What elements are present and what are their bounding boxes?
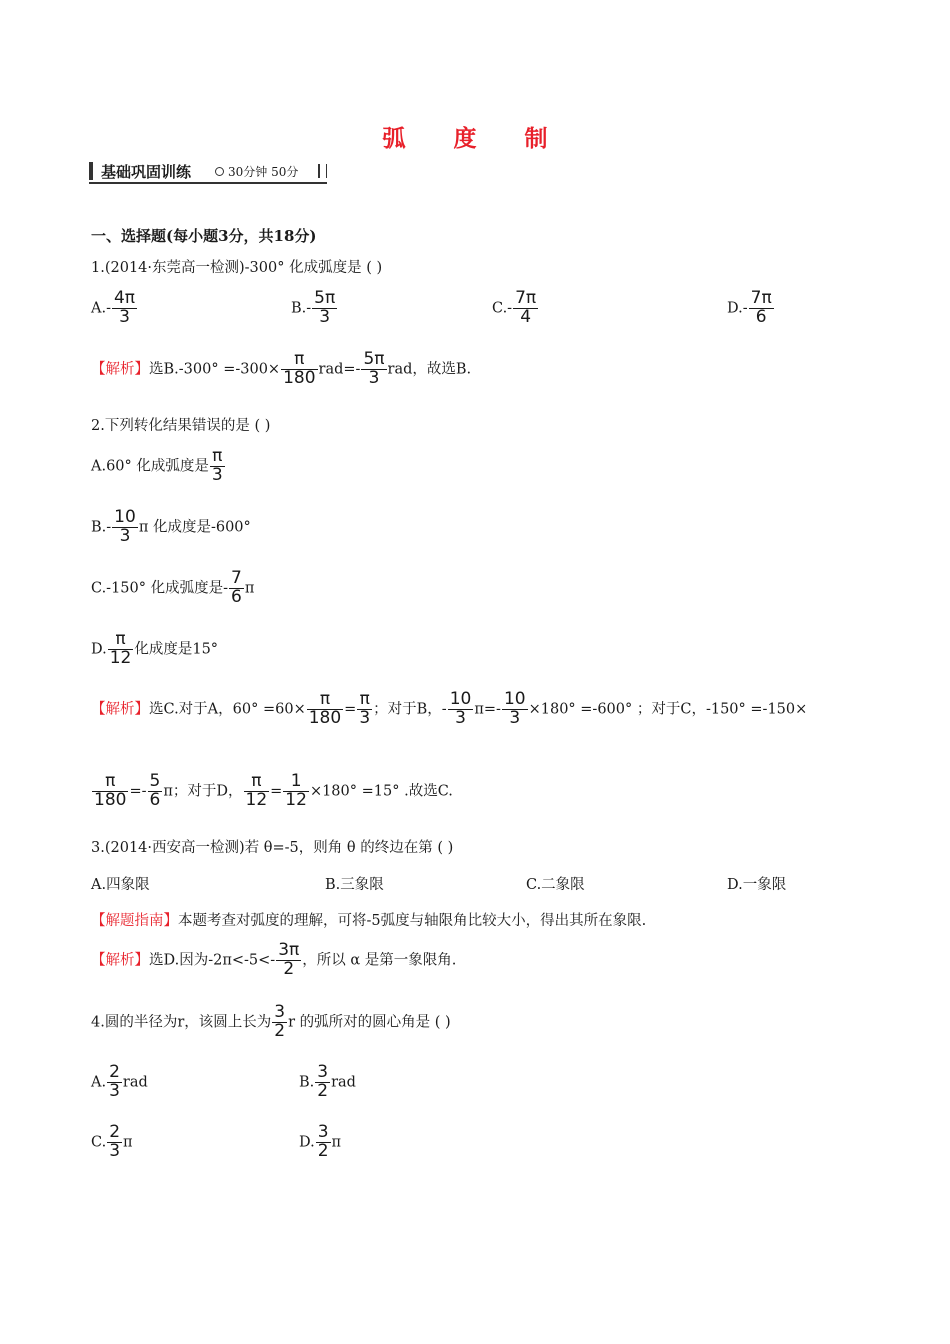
numerator: 5 [149, 771, 161, 791]
fraction [107, 1124, 122, 1161]
q3-option-b: B.三象限 [325, 877, 384, 893]
fraction [281, 351, 317, 388]
fraction [448, 691, 474, 728]
denominator: 2 [317, 1080, 329, 1101]
guide-tag: 【解题指南】 [91, 913, 178, 929]
solution-text: π；对于D， [163, 783, 243, 800]
solution-tag: 【解析】 [91, 361, 149, 378]
solution-text: 选D.因为-2π<-5<- [149, 952, 276, 969]
option-suffix: π 化成度是-600° [138, 519, 251, 536]
numerator: 7π [750, 288, 772, 308]
q1-option-c [492, 290, 539, 327]
denominator: 12 [245, 789, 268, 810]
guide-text: 本题考查对弧度的理解，可将-5弧度与轴限角比较大小，得出其所在象限. [178, 913, 647, 929]
numerator: 5π [363, 349, 385, 369]
option-prefix: C.-150° 化成弧度是- [91, 580, 229, 597]
numerator: 2 [109, 1122, 121, 1142]
fraction [92, 773, 128, 810]
fraction [112, 290, 137, 327]
fraction [315, 1064, 330, 1101]
denominator: 12 [109, 647, 132, 668]
numerator: 3 [274, 1002, 286, 1022]
q2-option-b [91, 509, 251, 546]
fraction [276, 942, 301, 979]
q1-option-b [291, 290, 338, 327]
q4-option-c [91, 1124, 133, 1161]
numerator: 10 [114, 507, 136, 527]
numerator: π [251, 771, 262, 791]
fraction [108, 631, 134, 668]
denominator: 3 [359, 707, 371, 728]
q4-option-a [91, 1064, 148, 1101]
denominator: 3 [109, 1140, 121, 1161]
option-prefix: B.- [91, 519, 112, 536]
numerator: π [105, 771, 116, 791]
q2-option-c [91, 570, 254, 607]
solution-text: 选C.对于A，60° =60× [149, 701, 306, 718]
numerator: 5π [314, 288, 336, 308]
solution-text: ×180° =-600° ；对于C，-150° =-150× [528, 701, 808, 718]
fraction [210, 448, 225, 485]
fraction [316, 1124, 331, 1161]
numerator: 3 [317, 1122, 329, 1142]
banner-end-mark [318, 164, 327, 178]
numerator: 1 [290, 771, 302, 791]
fraction [513, 290, 538, 327]
fraction [244, 773, 270, 810]
numerator: 3 [317, 1062, 329, 1082]
denominator: 3 [502, 709, 528, 728]
numerator: 7 [231, 568, 242, 588]
option-prefix: C.- [492, 300, 513, 317]
fraction [112, 509, 138, 546]
option-suffix: rad [122, 1074, 148, 1091]
banner-label: 基础巩固训练 [101, 163, 192, 181]
denominator: 2 [274, 1020, 286, 1041]
option-prefix: D. [299, 1134, 315, 1151]
fraction [283, 773, 309, 810]
numerator: 10 [503, 689, 526, 709]
q3-option-a: A.四象限 [91, 877, 150, 893]
q1-solution [91, 351, 471, 388]
denominator: 180 [94, 789, 127, 810]
solution-text: π=- [474, 701, 501, 718]
numerator: 2 [109, 1062, 120, 1082]
q4-option-d [299, 1124, 341, 1161]
q2-solution-line1 [91, 691, 807, 728]
solution-tag: 【解析】 [91, 952, 149, 969]
stem-text: 4.圆的半径为r，该圆上长为 [91, 1014, 272, 1031]
option-suffix: 化成度是15° [134, 641, 219, 658]
fraction [357, 691, 372, 728]
solution-text: 选B.-300° =-300× [149, 361, 281, 378]
option-prefix: A.- [91, 300, 111, 317]
fraction [361, 351, 386, 388]
denominator: 6 [749, 308, 774, 327]
page-title: 弧 度 制 [382, 125, 568, 152]
denominator: 180 [283, 367, 316, 388]
section-heading: 一、选择题(每小题3分，共18分) [91, 227, 317, 245]
banner-rule [89, 182, 327, 184]
q2-stem: 2.下列转化结果错误的是 ( ) [91, 418, 271, 434]
solution-text: rad，故选B. [387, 361, 472, 378]
solution-text: ，所以 α 是第一象限角. [302, 952, 457, 969]
solution-text: = [344, 701, 357, 718]
solution-text: =- [129, 783, 147, 800]
denominator: 6 [149, 789, 161, 810]
q3-option-d: D.一象限 [727, 877, 787, 893]
option-prefix: B.- [291, 300, 312, 317]
q3-guide [91, 909, 646, 930]
option-suffix: π [331, 1134, 342, 1151]
q4-option-b [299, 1064, 356, 1101]
q3-stem: 3.(2014·西安高一检测)若 θ=-5，则角 θ 的终边在第 ( ) [91, 840, 454, 856]
q1-stem: 1.(2014·东莞高一检测)-300° 化成弧度是 ( ) [91, 260, 383, 276]
numerator: 4π [113, 288, 136, 308]
fraction [148, 773, 163, 810]
option-suffix: rad [331, 1074, 356, 1091]
numerator: π [115, 629, 126, 649]
denominator: 2 [276, 960, 301, 979]
option-prefix: A.60° 化成弧度是 [91, 458, 209, 475]
denominator: 2 [317, 1140, 329, 1161]
fraction [749, 290, 774, 327]
q2-option-d [91, 631, 218, 668]
solution-text: ×180° =15° .故选C. [309, 783, 453, 800]
fraction [272, 1004, 287, 1041]
q1-option-d [727, 290, 775, 327]
option-prefix: D. [91, 641, 107, 658]
numerator: π [294, 349, 305, 369]
solution-text: rad=- [318, 361, 361, 378]
fraction [229, 570, 244, 607]
fraction [107, 1064, 122, 1101]
option-prefix: C. [91, 1134, 107, 1151]
option-prefix: B. [299, 1074, 315, 1091]
denominator: 4 [513, 308, 538, 327]
fraction [502, 691, 528, 728]
denominator: 3 [448, 709, 474, 728]
section-banner [89, 162, 327, 182]
numerator: π [359, 689, 370, 709]
clock-icon [215, 167, 224, 176]
denominator: 3 [112, 308, 137, 327]
denominator: 3 [211, 464, 223, 485]
fraction [312, 290, 337, 327]
denominator: 3 [312, 308, 337, 327]
option-suffix: π [123, 1134, 133, 1151]
denominator: 3 [361, 369, 386, 388]
q2-option-a [91, 448, 226, 485]
solution-tag: 【解析】 [91, 701, 149, 718]
fraction [307, 691, 343, 728]
stem-text: r 的弧所对的圆心角是 ( ) [288, 1014, 451, 1031]
denominator: 180 [308, 707, 342, 728]
numerator: 3π [278, 940, 300, 960]
numerator: π [212, 446, 223, 466]
option-prefix: A. [91, 1074, 107, 1091]
numerator: π [319, 689, 331, 709]
q2-solution-line2 [91, 773, 453, 810]
numerator: 10 [449, 689, 472, 709]
banner-time: 30分钟 50分 [228, 165, 299, 179]
q3-solution [91, 942, 456, 979]
solution-text: ；对于B，- [373, 701, 447, 718]
q1-option-a [91, 290, 138, 327]
denominator: 3 [109, 1080, 120, 1101]
solution-text: = [270, 783, 283, 800]
option-prefix: D.- [727, 300, 748, 317]
q4-stem [91, 1004, 451, 1041]
denominator: 12 [285, 789, 307, 810]
denominator: 6 [231, 586, 242, 607]
q3-option-c: C.二象限 [526, 877, 585, 893]
denominator: 3 [112, 527, 138, 546]
banner-bar [89, 162, 93, 180]
option-suffix: π [244, 580, 255, 597]
numerator: 7π [515, 288, 537, 308]
